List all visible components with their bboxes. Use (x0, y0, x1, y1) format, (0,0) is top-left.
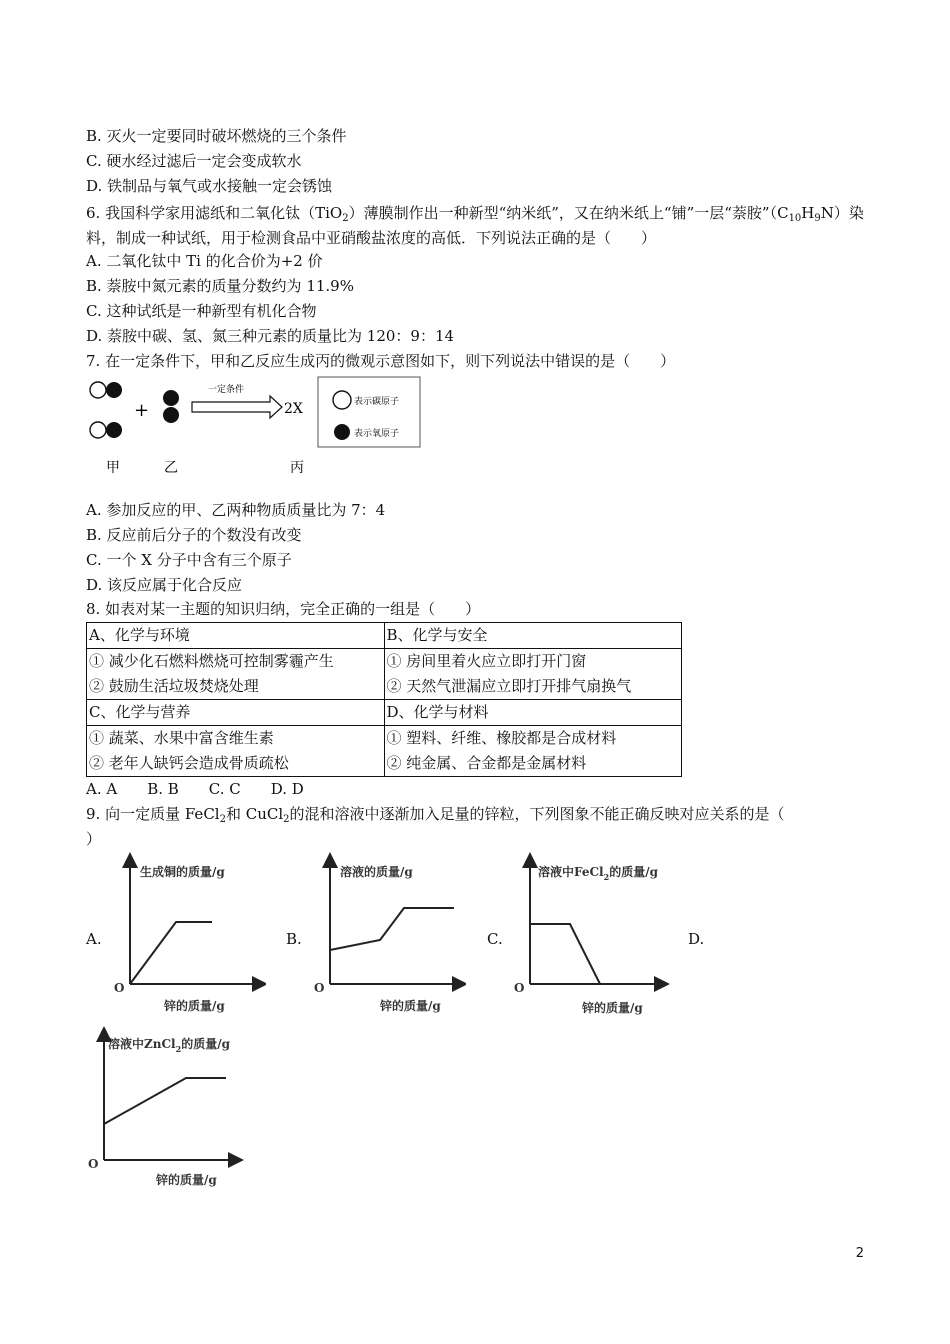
q9-stem: 9. 向一定质量 FeCl$_2$和 CuCl$_2$的混和溶液中逐渐加入足量的锌粒，下列图象不能正确反映对应关系的是（ (86, 805, 785, 825)
q5-option-c: C. 硬水经过滤后一定会变成软水 (86, 152, 302, 170)
cell-b-content: ① 房间里着火应立即打开门窗 ② 天然气泄漏应立即打开排气扇换气 (384, 649, 682, 700)
q8-answer-options: A. A B. B C. C D. D (86, 780, 304, 798)
graph-c-xlabel: 锌的质量/g (582, 1001, 643, 1015)
molecule-jia-1 (90, 382, 122, 398)
label-jia: 甲 (106, 460, 120, 476)
graph-d-option: D. (688, 930, 705, 948)
q7-option-b: B. 反应前后分子的个数没有改变 (86, 526, 302, 544)
q7-option-a: A. 参加反应的甲、乙两种物质质量比为 7：4 (86, 501, 386, 519)
reaction-arrow (192, 383, 282, 418)
arrow-condition-label: 一定条件 (207, 385, 245, 395)
graph-c-ylabel: 溶液中FeCl$_2$的质量/g (538, 865, 658, 882)
legend-oxygen-label: 表示氧原子 (354, 429, 400, 439)
curve-c (530, 924, 600, 984)
graph-d (86, 1026, 256, 1200)
graph-b (306, 850, 466, 1024)
graph-d-origin: O (88, 1157, 99, 1171)
graph-d-ylabel: 溶液中ZnCl$_2$的质量/g (108, 1037, 230, 1054)
graph-b-ylabel: 溶液的质量/g (340, 865, 413, 879)
label-yi: 乙 (164, 460, 178, 476)
graph-d-xlabel: 锌的质量/g (156, 1173, 217, 1187)
label-bing: 丙 (290, 460, 304, 476)
curve-a (130, 922, 212, 984)
reaction-diagram (86, 374, 426, 478)
plus-sign: + (134, 400, 150, 421)
graph-a (106, 850, 266, 1024)
curve-b (330, 908, 454, 950)
curve-d (104, 1078, 226, 1124)
q9-stem-close: ） (86, 830, 102, 848)
legend-carbon-label: 表示碳原子 (354, 397, 400, 407)
cell-a-content: ① 减少化石燃料燃烧可控制雾霾产生 ② 鼓励生活垃圾焚烧处理 (87, 649, 385, 700)
graph-a-origin: O (114, 981, 125, 995)
q6-option-a: A. 二氧化钛中 Ti 的化合价为+2 价 (86, 252, 323, 270)
q5-option-b: B. 灭火一定要同时破坏燃烧的三个条件 (86, 127, 347, 145)
q5-option-d: D. 铁制品与氧气或水接触一定会锈蚀 (86, 177, 333, 195)
q6-option-d: D. 萘胺中碳、氢、氮三种元素的质量比为 120：9：14 (86, 327, 455, 345)
q7-option-c: C. 一个 X 分子中含有三个原子 (86, 551, 292, 569)
page-number: 2 (855, 1246, 864, 1261)
graph-c-option: C. (487, 930, 503, 948)
graph-b-option: B. (286, 930, 302, 948)
cell-a-title: A、化学与环境 (87, 623, 385, 649)
q8-stem: 8. 如表对某一主题的知识归纳，完全正确的一组是（ ） (86, 600, 481, 618)
graph-a-ylabel: 生成铜的质量/g (140, 865, 225, 879)
cell-d-title: D、化学与材料 (384, 700, 682, 726)
graph-a-xlabel: 锌的质量/g (164, 999, 225, 1013)
graph-c (506, 850, 676, 1024)
graph-b-xlabel: 锌的质量/g (380, 999, 441, 1013)
cell-d-content: ① 塑料、纤维、橡胶都是合成材料 ② 纯金属、合金都是金属材料 (384, 726, 682, 777)
q6-stem: 6. 我国科学家用滤纸和二氧化钛（TiO$_2$）薄膜制作出一种新型“纳米纸”，又在纳米纸上“铺”一层“萘胺$”(C_{10}H_9N)$染料，制成一种试纸，用于检测食品中亚硝酸盐浓度的高低．下列说法正确的是（ ） (86, 204, 864, 247)
cell-b-title: B、化学与安全 (384, 623, 682, 649)
knowledge-table (86, 622, 682, 777)
graph-a-option: A. (86, 930, 102, 948)
molecule-yi (163, 390, 179, 423)
q7-option-d: D. 该反应属于化合反应 (86, 576, 243, 594)
graph-c-origin: O (514, 981, 525, 995)
molecule-jia-2 (90, 422, 122, 438)
cell-c-title: C、化学与营养 (87, 700, 385, 726)
graph-b-origin: O (314, 981, 325, 995)
product-label: 2X (284, 401, 303, 417)
q6-option-b: B. 萘胺中氮元素的质量分数约为 11.9% (86, 277, 354, 295)
q7-stem: 7. 在一定条件下，甲和乙反应生成丙的微观示意图如下，则下列说法中错误的是（ ） (86, 352, 676, 370)
cell-c-content: ① 蔬菜、水果中富含维生素 ② 老年人缺钙会造成骨质疏松 (87, 726, 385, 777)
q6-option-c: C. 这种试纸是一种新型有机化合物 (86, 302, 317, 320)
